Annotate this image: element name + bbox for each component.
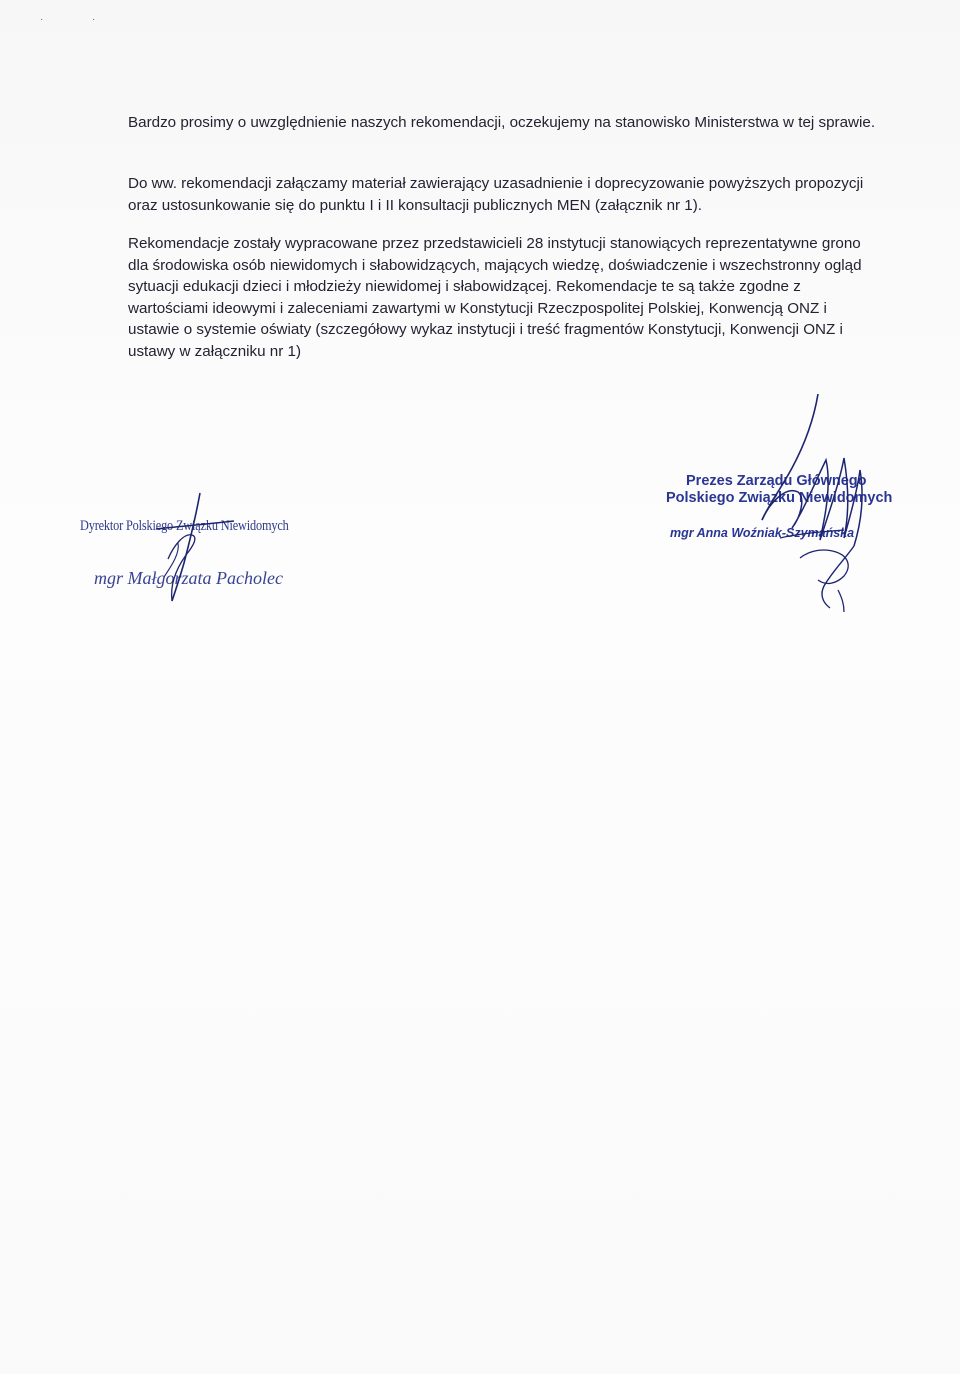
signature-block-president — [666, 473, 906, 540]
paragraph-request: Bardzo prosimy o uwzględnienie naszych rekomendacji, oczekujemy na stanowisko Ministerstwa w tej sprawie. — [128, 114, 876, 131]
paragraph-recommendations: Rekomendacje zostały wypracowane przez przedstawicieli 28 instytucji stanowiących reprezentatywne grono dla środowiska osób niewidomych i słabowidzących, mających wiedzę, doświadczenie i wszechstronny ogląd sytuacji edukacji dzieci i młodzieży niewidomej i słabowidzącej. Rekomendacje te są także zgodne z wartościami ideowymi i zaleceniami zawartymi w Konstytucji Rzeczpospolitej Polskiej, Konwencją ONZ i ustawie o systemie oświaty (szczegółowy wykaz instytucji i treść fragmentów Konstytucji, Konwencji ONZ i ustawy w załączniku nr 1) — [128, 235, 862, 360]
president-title-line2: Polskiego Związku Niewidomych — [666, 490, 893, 506]
paragraph-attachment: Do ww. rekomendacji załączamy materiał zawierający uzasadnienie i doprecyzowanie powyższych propozycji oraz ustosunkowanie się do punktu I i II konsultacji publicznych MEN (załącznik nr 1). — [128, 175, 864, 214]
director-name: mgr Małgorzata Pacholec — [94, 568, 283, 588]
director-title: Dyrektor Polskiego Związku Niewidomych — [80, 518, 289, 534]
president-title-line1: Prezes Zarządu Głównego — [686, 473, 867, 489]
scan-speck: · — [40, 14, 44, 25]
signature-block-director — [80, 518, 380, 589]
president-name: mgr Anna Woźniak-Szymańska — [670, 526, 855, 540]
scan-speck: · — [92, 14, 96, 25]
